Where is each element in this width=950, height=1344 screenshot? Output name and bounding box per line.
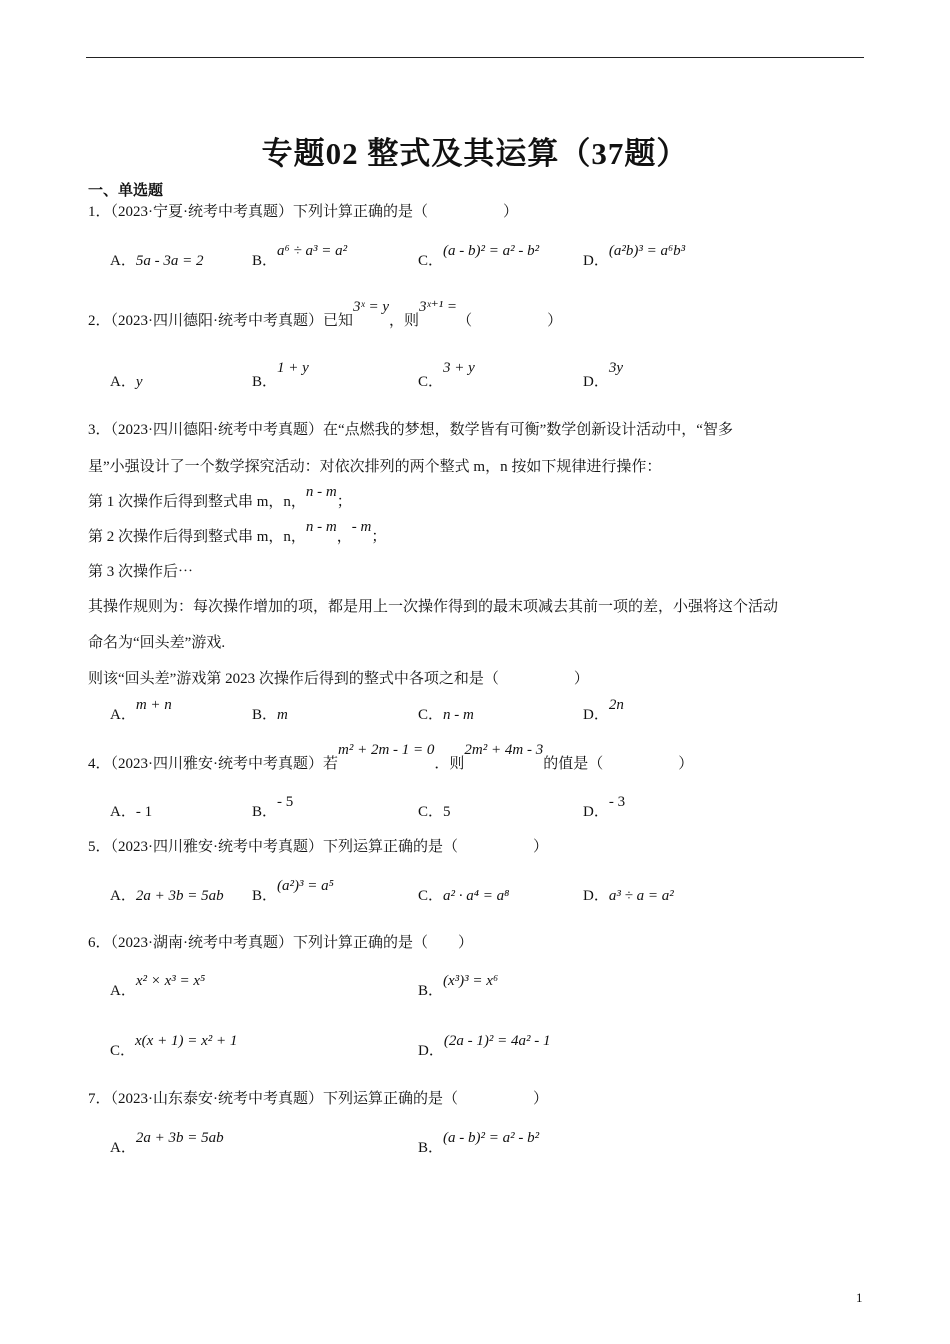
option-letter: A． xyxy=(110,1140,136,1156)
stem-text: ，则 xyxy=(389,313,420,329)
question-3-line-1: 3．（2023·四川德阳·统考中考真题）在“点燃我的梦想，数学皆有可衡”数学创新设计活动中，“智多 xyxy=(88,422,733,438)
option-letter: A． xyxy=(110,804,136,820)
option-math: a² · a⁴ = a⁸ xyxy=(443,888,510,904)
option-math: - 3 xyxy=(608,794,626,810)
option-math: 2a + 3b = 5ab xyxy=(135,888,224,904)
option-letter: D． xyxy=(418,1043,444,1059)
q3-option-c xyxy=(418,705,474,725)
option-math: 1 + y xyxy=(277,360,309,376)
option-letter: B． xyxy=(252,804,278,820)
stem-text: 2．（2023·四川德阳·统考中考真题）已知 xyxy=(88,313,353,329)
option-math: (x³)³ = x⁶ xyxy=(443,973,499,989)
question-5-stem: 5．（2023·四川雅安·统考中考真题）下列运算正确的是（ ） xyxy=(88,839,548,855)
page-title: 专题02 整式及其运算（37题） xyxy=(261,136,689,171)
option-letter: A． xyxy=(110,253,136,269)
q7-option-b xyxy=(418,1130,540,1158)
option-letter: C． xyxy=(418,707,444,723)
q5-option-d xyxy=(583,886,674,906)
option-math: 3 + y xyxy=(443,360,475,376)
question-3-line-8: 则该“回头差”游戏第 2023 次操作后得到的整式中各项之和是（ ） xyxy=(88,671,589,687)
q3-option-d xyxy=(583,697,624,725)
option-letter: A． xyxy=(110,888,136,904)
option-math: (a²b)³ = a⁶b³ xyxy=(608,243,686,259)
question-3-line-5: 第 3 次操作后⋯ xyxy=(88,564,194,580)
stem-math: 2m² + 4m - 3 xyxy=(464,742,544,758)
q5-option-a xyxy=(110,886,224,906)
option-letter: D． xyxy=(583,804,609,820)
option-math: - 5 xyxy=(277,794,294,810)
stem-text: ， xyxy=(336,529,352,545)
option-math: m xyxy=(277,707,288,723)
option-math: a⁶ ÷ a³ = a² xyxy=(277,243,348,259)
option-math: y xyxy=(135,374,143,390)
question-4-stem xyxy=(88,742,694,774)
option-math: m + n xyxy=(135,697,172,713)
stem-math: - m xyxy=(351,519,372,535)
q4-option-b xyxy=(252,794,294,822)
option-letter: C． xyxy=(418,253,444,269)
option-letter: B． xyxy=(418,983,444,999)
stem-math: 3ˣ⁺¹ = xyxy=(419,299,458,315)
option-letter: B． xyxy=(252,253,278,269)
q1-option-b xyxy=(252,243,348,271)
stem-text: 4．（2023·四川雅安·统考中考真题）若 xyxy=(88,756,338,772)
option-letter: B． xyxy=(252,707,278,723)
stem-text: ； xyxy=(371,529,387,545)
option-letter: D． xyxy=(583,374,609,390)
q5-option-c xyxy=(418,886,509,906)
stem-text: 的值是（ ） xyxy=(543,756,694,772)
option-math: 5 xyxy=(443,804,451,820)
q6-option-a xyxy=(110,973,206,1001)
option-math: (a²)³ = a⁵ xyxy=(277,878,334,894)
option-math: 2n xyxy=(608,697,624,713)
q4-option-d xyxy=(583,794,626,822)
option-math: - 1 xyxy=(135,804,153,820)
question-3-line-2: 星”小强设计了一个数学探究活动：对依次排列的两个整式 m，n 按如下规律进行操作： xyxy=(88,459,662,475)
option-letter: D． xyxy=(583,888,609,904)
section-heading: 一、单选题 xyxy=(88,183,164,199)
q6-option-c xyxy=(110,1033,238,1061)
option-math: (2a - 1)² = 4a² - 1 xyxy=(443,1033,551,1049)
option-math: (a - b)² = a² - b² xyxy=(443,1130,540,1146)
option-math: 2a + 3b = 5ab xyxy=(135,1130,224,1146)
option-math: x² × x³ = x⁵ xyxy=(135,973,206,989)
q7-option-a xyxy=(110,1130,224,1158)
stem-text: （ ） xyxy=(457,313,563,329)
q6-option-d xyxy=(418,1033,551,1061)
stem-math: n - m xyxy=(305,519,337,535)
q2-option-b xyxy=(252,360,309,392)
header-rule xyxy=(86,57,864,58)
stem-math: 3ˣ = y xyxy=(353,299,390,315)
question-3-line-4 xyxy=(88,519,387,547)
option-letter: B． xyxy=(418,1140,444,1156)
stem-math: n - m xyxy=(305,484,337,500)
q1-option-d xyxy=(583,243,686,271)
option-letter: B． xyxy=(252,888,278,904)
option-math: n - m xyxy=(443,707,474,723)
stem-math: m² + 2m - 1 = 0 xyxy=(338,742,435,758)
option-letter: C． xyxy=(110,1043,136,1059)
question-7-stem: 7．（2023·山东泰安·统考中考真题）下列运算正确的是（ ） xyxy=(88,1091,548,1107)
q3-option-b xyxy=(252,705,288,725)
option-letter: A． xyxy=(110,983,136,999)
question-3-line-3 xyxy=(88,484,352,512)
q5-option-b xyxy=(252,878,334,906)
q2-option-d xyxy=(583,360,624,392)
option-math: 5a - 3a = 2 xyxy=(135,253,204,269)
stem-text: ．则 xyxy=(434,756,465,772)
option-letter: D． xyxy=(583,707,609,723)
question-2-stem xyxy=(88,299,563,331)
option-letter: C． xyxy=(418,888,444,904)
option-letter: C． xyxy=(418,374,444,390)
option-math: x(x + 1) = x² + 1 xyxy=(135,1033,238,1049)
question-6-stem: 6．（2023·湖南·统考中考真题）下列计算正确的是（ ） xyxy=(88,935,473,951)
question-3-line-7: 命名为“回头差”游戏. xyxy=(88,635,226,651)
question-1-stem: 1．（2023·宁夏·统考中考真题）下列计算正确的是（ ） xyxy=(88,204,518,220)
stem-text: ； xyxy=(336,494,352,510)
q4-option-a xyxy=(110,802,152,822)
q4-option-c xyxy=(418,802,451,822)
stem-text: 第 2 次操作后得到整式串 m，n， xyxy=(88,529,306,545)
option-math: (a - b)² = a² - b² xyxy=(443,243,540,259)
q1-option-a xyxy=(110,251,203,271)
option-letter: A． xyxy=(110,707,136,723)
option-letter: C． xyxy=(418,804,444,820)
q1-option-c xyxy=(418,243,540,271)
q3-option-a xyxy=(110,697,172,725)
option-letter: A． xyxy=(110,374,136,390)
q2-option-a xyxy=(110,372,143,392)
q6-option-b xyxy=(418,973,499,1001)
option-letter: D． xyxy=(583,253,609,269)
option-math: a³ ÷ a = a² xyxy=(608,888,674,904)
option-math: 3y xyxy=(608,360,624,376)
option-letter: B． xyxy=(252,374,278,390)
page-number: 1 xyxy=(856,1290,863,1305)
question-3-line-6: 其操作规则为：每次操作增加的项，都是用上一次操作得到的最末项减去其前一项的差，小强将这个活动 xyxy=(88,599,779,615)
stem-text: 第 1 次操作后得到整式串 m，n， xyxy=(88,494,306,510)
q2-option-c xyxy=(418,360,475,392)
